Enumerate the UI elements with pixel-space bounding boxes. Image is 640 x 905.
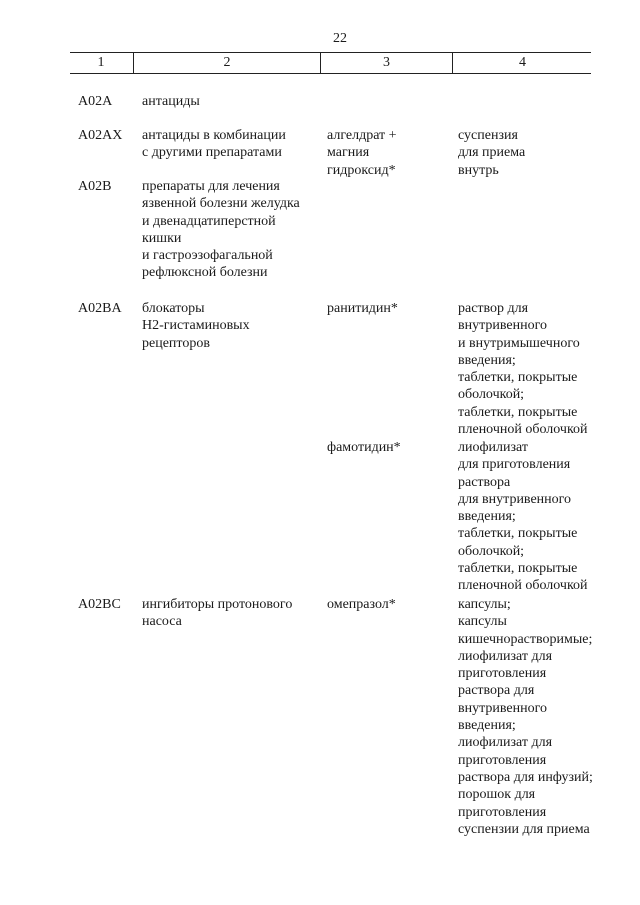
column-header-1: 1 bbox=[97, 55, 105, 70]
atc-code: A02B bbox=[78, 179, 112, 194]
page-number: 22 bbox=[333, 31, 347, 46]
dosage-forms: раствор для внутривенного и внутримышечного введения; таблетки, покрытые оболочкой; таблетки, покрытые пленочной оболочкой bbox=[458, 301, 588, 438]
atc-code: A02BC bbox=[78, 597, 121, 612]
group-name: препараты для лечения язвенной болезни желудка и двенадцатиперстной кишки и гастроэзофагальной рефлюксной болезни bbox=[142, 179, 300, 281]
column-header-3: 3 bbox=[320, 53, 452, 73]
drug-name: омепразол* bbox=[327, 597, 396, 612]
drug-name: ранитидин* bbox=[327, 301, 398, 316]
table-header bbox=[70, 52, 591, 74]
column-header-4: 4 bbox=[452, 53, 592, 73]
group-name: антациды bbox=[142, 94, 200, 109]
atc-code: A02BA bbox=[78, 301, 122, 316]
dosage-forms: капсулы; капсулы кишечнорастворимые; лиофилизат для приготовления раствора для внутривенного введения; лиофилизат для приготовления раствора для инфузий; порошок для приготовления суспензии для приема bbox=[458, 597, 593, 837]
atc-code: A02AX bbox=[78, 128, 123, 143]
atc-code: A02A bbox=[78, 94, 113, 109]
drug-name: алгелдрат + магния гидроксид* bbox=[327, 128, 397, 178]
column-header-2: 2 bbox=[133, 53, 320, 73]
group-name: блокаторы Н2-гистаминовых рецепторов bbox=[142, 301, 250, 351]
group-name: ингибиторы протонового насоса bbox=[142, 597, 293, 630]
dosage-forms: суспензия для приема внутрь bbox=[458, 128, 526, 178]
drug-name: фамотидин* bbox=[327, 440, 401, 455]
dosage-forms: лиофилизат для приготовления раствора для внутривенного введения; таблетки, покрытые оболочкой; таблетки, покрытые пленочной оболочкой bbox=[458, 440, 588, 594]
group-name: антациды в комбинации с другими препаратами bbox=[142, 128, 286, 161]
